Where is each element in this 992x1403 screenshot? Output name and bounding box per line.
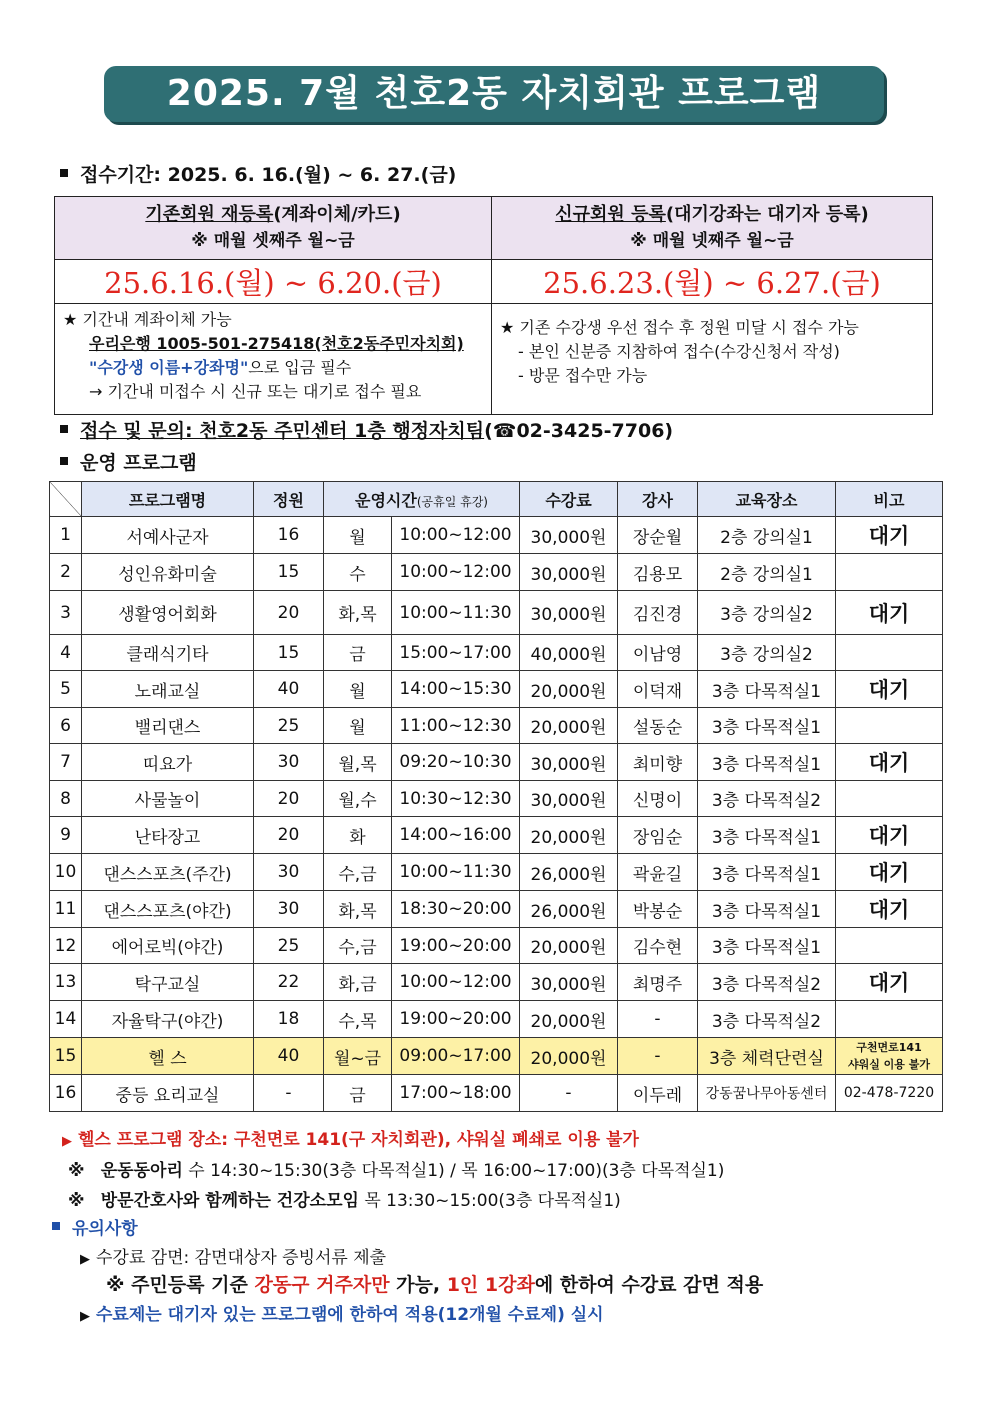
table-row xyxy=(50,708,943,744)
capacity: 25 xyxy=(254,708,324,744)
program-name: 생활영어회화 xyxy=(82,591,254,635)
triangle-right-icon: ▶ xyxy=(62,1134,72,1149)
col-teacher: 강사 xyxy=(618,482,698,517)
teacher: 장임순 xyxy=(618,817,698,854)
row-number: 1 xyxy=(50,517,82,554)
program-name: 서예사군자 xyxy=(82,517,254,554)
club-line: ※ 운동동아리 수 14:30~15:30(3층 다목적실1) / 목 16:00~17:00)(3층 다목적실1) xyxy=(68,1161,725,1181)
col-time: 운영시간(공휴일 휴강) xyxy=(324,482,520,517)
program-name: 사물놀이 xyxy=(82,781,254,817)
program-name: 클래식기타 xyxy=(82,635,254,671)
fee: 30,000원 xyxy=(520,554,618,591)
fee: 20,000원 xyxy=(520,1038,618,1075)
nurse-line: ※ 방문간호사와 함께하는 건강소모임 목 13:30~15:00(3층 다목적실1) xyxy=(68,1191,621,1211)
existing-member-header: 기존회원 재등록(계좌이체/카드) ※ 매월 셋째주 월~금 xyxy=(55,197,492,260)
fee: 30,000원 xyxy=(520,744,618,781)
table-row xyxy=(50,1075,943,1112)
fee: 26,000원 xyxy=(520,891,618,928)
row-number: 5 xyxy=(50,671,82,708)
capacity: 18 xyxy=(254,1001,324,1038)
bullet-square-icon xyxy=(52,1222,60,1230)
caution-heading: 유의사항 xyxy=(52,1214,138,1239)
existing-notes: ★ 기간내 계좌이체 가능 우리은행 1005-501-275418(천호2동주민자치회) "수강생 이름+강좌명"으로 입금 필수 → 기간내 미접수 시 신규 또는 대기로 접수 필요 xyxy=(55,304,492,415)
corner-cell xyxy=(50,482,82,517)
capacity: 30 xyxy=(254,744,324,781)
time: 10:00~12:00 xyxy=(392,964,520,1001)
teacher: 김용모 xyxy=(618,554,698,591)
program-name: 댄스스포츠(주간) xyxy=(82,854,254,891)
place: 3층 강의실2 xyxy=(698,635,836,671)
table-row xyxy=(50,1001,943,1038)
capacity: 25 xyxy=(254,928,324,964)
teacher: 설동순 xyxy=(618,708,698,744)
program-name: 에어로빅(야간) xyxy=(82,928,254,964)
capacity: 40 xyxy=(254,671,324,708)
bullet-square-icon xyxy=(60,425,68,433)
fee: 30,000원 xyxy=(520,517,618,554)
col-capacity: 정원 xyxy=(254,482,324,517)
program-table xyxy=(49,481,943,1112)
table-row xyxy=(50,817,943,854)
col-fee: 수강료 xyxy=(520,482,618,517)
row-number: 10 xyxy=(50,854,82,891)
row-number: 11 xyxy=(50,891,82,928)
remark: 대기 xyxy=(836,964,943,1001)
health-notice: ▶ 헬스 프로그램 장소: 구천면로 141(구 자치회관), 샤워실 폐쇄로 이용 불가 xyxy=(62,1130,639,1150)
remark xyxy=(836,1001,943,1038)
table-row xyxy=(50,854,943,891)
page-title: 2025. 7월 천호2동 자치회관 프로그램 xyxy=(104,66,884,122)
fee: 20,000원 xyxy=(520,671,618,708)
program-name: 난타장고 xyxy=(82,817,254,854)
bullet-square-icon xyxy=(60,169,68,177)
place: 3층 다목적실1 xyxy=(698,671,836,708)
fee: 30,000원 xyxy=(520,591,618,635)
resident-line: ※ 주민등록 기준 강동구 거주자만 가능, 1인 1강좌에 한하여 수강료 감면 적용 xyxy=(106,1274,764,1296)
capacity: 20 xyxy=(254,781,324,817)
teacher: - xyxy=(618,1001,698,1038)
program-name: 성인유화미술 xyxy=(82,554,254,591)
capacity: 20 xyxy=(254,817,324,854)
time: 17:00~18:00 xyxy=(392,1075,520,1112)
place: 2층 강의실1 xyxy=(698,517,836,554)
fee: 20,000원 xyxy=(520,1001,618,1038)
fee: 20,000원 xyxy=(520,817,618,854)
registration-table xyxy=(54,196,933,415)
capacity: - xyxy=(254,1075,324,1112)
day: 수 xyxy=(324,554,392,591)
place: 3층 다목적실1 xyxy=(698,708,836,744)
capacity: 40 xyxy=(254,1038,324,1075)
row-number: 12 xyxy=(50,928,82,964)
table-row xyxy=(50,891,943,928)
row-number: 6 xyxy=(50,708,82,744)
day: 금 xyxy=(324,635,392,671)
place: 3층 체력단련실 xyxy=(698,1038,836,1075)
time: 10:00~11:30 xyxy=(392,854,520,891)
remark: 대기 xyxy=(836,671,943,708)
remark: 대기 xyxy=(836,517,943,554)
place: 3층 다목적실1 xyxy=(698,928,836,964)
row-number: 3 xyxy=(50,591,82,635)
place: 3층 다목적실1 xyxy=(698,854,836,891)
capacity: 15 xyxy=(254,554,324,591)
registration-period xyxy=(60,160,456,187)
day: 월,목 xyxy=(324,744,392,781)
fee: 20,000원 xyxy=(520,928,618,964)
program-name: 중등 요리교실 xyxy=(82,1075,254,1112)
table-row xyxy=(50,554,943,591)
row-number: 15 xyxy=(50,1038,82,1075)
time: 09:00~17:00 xyxy=(392,1038,520,1075)
remark: 대기 xyxy=(836,891,943,928)
time: 10:00~12:00 xyxy=(392,517,520,554)
triangle-right-icon: ▶ xyxy=(80,1252,90,1267)
fee: - xyxy=(520,1075,618,1112)
remark xyxy=(836,554,943,591)
period-text: 접수기간: 2025. 6. 16.(월) ~ 6. 27.(금) xyxy=(80,164,457,186)
time: 10:30~12:30 xyxy=(392,781,520,817)
table-row xyxy=(50,671,943,708)
time: 19:00~20:00 xyxy=(392,1001,520,1038)
row-number: 8 xyxy=(50,781,82,817)
table-row xyxy=(50,1038,943,1075)
teacher: 최미향 xyxy=(618,744,698,781)
day: 수,목 xyxy=(324,1001,392,1038)
time: 15:00~17:00 xyxy=(392,635,520,671)
table-row xyxy=(50,928,943,964)
fee: 20,000원 xyxy=(520,708,618,744)
fee: 40,000원 xyxy=(520,635,618,671)
capacity: 16 xyxy=(254,517,324,554)
teacher: 김수현 xyxy=(618,928,698,964)
teacher: 이덕재 xyxy=(618,671,698,708)
day: 수,금 xyxy=(324,928,392,964)
place: 3층 다목적실1 xyxy=(698,744,836,781)
fee-reduction-line: ▶ 수강료 감면: 감면대상자 증빙서류 제출 xyxy=(80,1248,387,1268)
day: 화,목 xyxy=(324,591,392,635)
teacher: 김진경 xyxy=(618,591,698,635)
row-number: 13 xyxy=(50,964,82,1001)
program-name: 띠요가 xyxy=(82,744,254,781)
programs-heading: 운영 프로그램 xyxy=(60,448,197,475)
remark xyxy=(836,708,943,744)
day: 금 xyxy=(324,1075,392,1112)
new-notes: ★ 기존 수강생 우선 접수 후 정원 미달 시 접수 가능 - 본인 신분증 지참하여 접수(수강신청서 작성) - 방문 접수만 가능 xyxy=(492,304,933,415)
fee: 30,000원 xyxy=(520,964,618,1001)
place: 3층 다목적실2 xyxy=(698,964,836,1001)
day: 월 xyxy=(324,708,392,744)
remark: 대기 xyxy=(836,591,943,635)
row-number: 4 xyxy=(50,635,82,671)
teacher: 곽윤길 xyxy=(618,854,698,891)
place: 3층 다목적실1 xyxy=(698,817,836,854)
row-number: 9 xyxy=(50,817,82,854)
place: 3층 다목적실2 xyxy=(698,781,836,817)
teacher: 박봉순 xyxy=(618,891,698,928)
row-number: 16 xyxy=(50,1075,82,1112)
fee: 30,000원 xyxy=(520,781,618,817)
place: 2층 강의실1 xyxy=(698,554,836,591)
col-note: 비고 xyxy=(836,482,943,517)
bank-account: 우리은행 1005-501-275418(천호2동주민자치회) xyxy=(89,334,464,353)
teacher: - xyxy=(618,1038,698,1075)
remark xyxy=(836,781,943,817)
day: 화,금 xyxy=(324,964,392,1001)
time: 10:00~11:30 xyxy=(392,591,520,635)
time: 09:20~10:30 xyxy=(392,744,520,781)
row-number: 7 xyxy=(50,744,82,781)
program-name: 탁구교실 xyxy=(82,964,254,1001)
triangle-right-icon: ▶ xyxy=(80,1309,90,1324)
table-row xyxy=(50,964,943,1001)
table-row xyxy=(50,591,943,635)
program-name: 자율탁구(야간) xyxy=(82,1001,254,1038)
day: 월 xyxy=(324,517,392,554)
time: 14:00~15:30 xyxy=(392,671,520,708)
day: 월,수 xyxy=(324,781,392,817)
day: 화 xyxy=(324,817,392,854)
table-row xyxy=(50,781,943,817)
remark xyxy=(836,928,943,964)
place: 3층 강의실2 xyxy=(698,591,836,635)
teacher: 장순월 xyxy=(618,517,698,554)
time: 10:00~12:00 xyxy=(392,554,520,591)
place: 3층 다목적실2 xyxy=(698,1001,836,1038)
remark: 02-478-7220 xyxy=(836,1075,943,1112)
bullet-square-icon xyxy=(60,457,68,465)
capacity: 20 xyxy=(254,591,324,635)
capacity: 30 xyxy=(254,854,324,891)
table-row xyxy=(50,517,943,554)
program-name: 댄스스포츠(야간) xyxy=(82,891,254,928)
program-name: 노래교실 xyxy=(82,671,254,708)
new-date-range: 25.6.23.(월) ~ 6.27.(금) xyxy=(492,260,933,304)
program-name: 밸리댄스 xyxy=(82,708,254,744)
remark: 대기 xyxy=(836,817,943,854)
day: 월~금 xyxy=(324,1038,392,1075)
col-place: 교육장소 xyxy=(698,482,836,517)
inquiry-line: 접수 및 문의: 천호2동 주민센터 1층 행정자치팀(☎02-3425-7706) xyxy=(60,416,673,443)
teacher: 이남영 xyxy=(618,635,698,671)
fee: 26,000원 xyxy=(520,854,618,891)
row-number: 2 xyxy=(50,554,82,591)
remark: 구천면로141 샤워실 이용 불가 xyxy=(836,1038,943,1075)
table-row xyxy=(50,635,943,671)
remark: 대기 xyxy=(836,744,943,781)
new-member-header: 신규회원 등록(대기강좌는 대기자 등록) ※ 매월 넷째주 월~금 xyxy=(492,197,933,260)
time: 18:30~20:00 xyxy=(392,891,520,928)
col-name: 프로그램명 xyxy=(82,482,254,517)
capacity: 15 xyxy=(254,635,324,671)
phone-number: (☎02-3425-7706) xyxy=(484,420,674,442)
table-row xyxy=(50,744,943,781)
existing-date-range: 25.6.16.(월) ~ 6.20.(금) xyxy=(55,260,492,304)
waitlist-line: ▶ 수료제는 대기자 있는 프로그램에 한하여 적용(12개월 수료제) 실시 xyxy=(80,1305,604,1325)
time: 14:00~16:00 xyxy=(392,817,520,854)
day: 화,목 xyxy=(324,891,392,928)
time: 11:00~12:30 xyxy=(392,708,520,744)
place: 3층 다목적실1 xyxy=(698,891,836,928)
time: 19:00~20:00 xyxy=(392,928,520,964)
day: 월 xyxy=(324,671,392,708)
teacher: 최명주 xyxy=(618,964,698,1001)
program-name: 헬 스 xyxy=(82,1038,254,1075)
remark: 대기 xyxy=(836,854,943,891)
capacity: 30 xyxy=(254,891,324,928)
day: 수,금 xyxy=(324,854,392,891)
row-number: 14 xyxy=(50,1001,82,1038)
place: 강동꿈나무아동센터 xyxy=(698,1075,836,1112)
teacher: 신명이 xyxy=(618,781,698,817)
teacher: 이두레 xyxy=(618,1075,698,1112)
remark xyxy=(836,635,943,671)
capacity: 22 xyxy=(254,964,324,1001)
